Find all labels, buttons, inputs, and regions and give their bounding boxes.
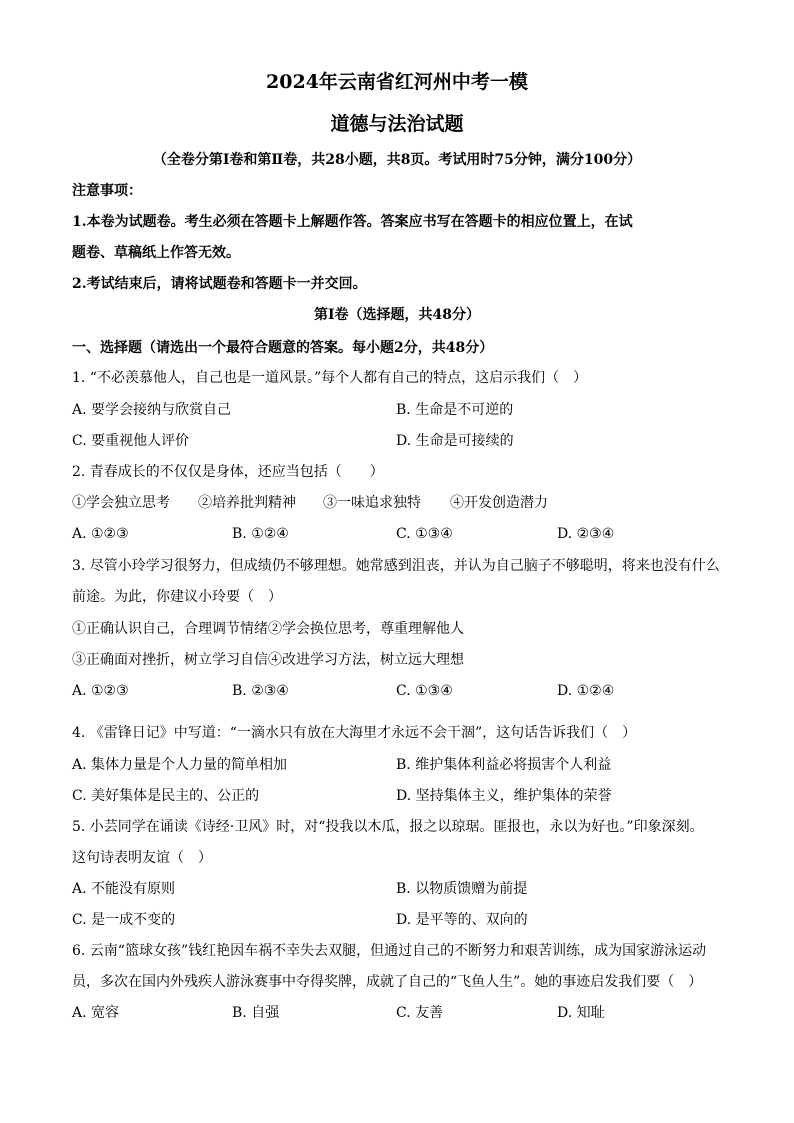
question-4-option-c: C. 美好集体是民主的、公正的 bbox=[72, 788, 260, 804]
question-3-option-c: C. ①③④ bbox=[396, 683, 453, 699]
question-3-option-a: A. ①②③ bbox=[72, 683, 129, 699]
question-4-option-b: B. 维护集体利益必将损害个人利益 bbox=[396, 757, 612, 773]
question-6-option-a: A. 宽容 bbox=[72, 1005, 120, 1021]
question-2-statement-3: ③一味追求独特 bbox=[323, 495, 421, 511]
question-2-stem: 2. 青春成长的不仅仅是身体，还应当包括（ ） bbox=[72, 464, 384, 480]
question-6-option-d: D. 知耻 bbox=[557, 1005, 605, 1021]
question-3-option-d: D. ①②④ bbox=[557, 683, 615, 699]
question-6-option-c: C. 友善 bbox=[396, 1005, 444, 1021]
question-4-option-d: D. 坚持集体主义，维护集体的荣誉 bbox=[396, 788, 612, 804]
question-2-statement-1: ①学会独立思考 bbox=[72, 495, 170, 511]
section-heading: 一、选择题（请选出一个最符合题意的答案。每小题2分，共48分） bbox=[72, 340, 494, 356]
question-1-option-b: B. 生命是不可逆的 bbox=[396, 402, 514, 418]
question-5-option-b: B. 以物质馈赠为前提 bbox=[396, 881, 528, 897]
exam-subtitle: 道德与法治试题 bbox=[330, 113, 464, 135]
part-title: 第Ⅰ卷（选择题，共48分） bbox=[313, 307, 481, 323]
question-2-option-b: B. ①②④ bbox=[232, 526, 289, 542]
question-1-stem: 1. “不必羡慕他人，自己也是一道风景。”每个人都有自己的特点，这启示我们（ ） bbox=[72, 370, 588, 386]
question-2-statement-4: ④开发创造潜力 bbox=[450, 495, 548, 511]
question-4-option-a: A. 集体力量是个人力量的简单相加 bbox=[72, 757, 288, 773]
question-5-option-d: D. 是平等的、双向的 bbox=[396, 912, 528, 928]
question-6-stem: 6. 云南“篮球女孩”钱红艳因车祸不幸失去双腿，但通过自己的不断努力和艰苦训练，成为国家游泳运动 bbox=[72, 943, 707, 959]
question-1-option-c: C. 要重视他人评价 bbox=[72, 433, 190, 449]
question-5-stem-cont: 这句诗表明友谊（ ） bbox=[72, 850, 212, 866]
notes-item-1: 1.本卷为试题卷。考生必须在答题卡上解题作答。答案应书写在答题卡的相应位置上，在试 bbox=[72, 214, 633, 230]
question-1-option-a: A. 要学会接纳与欣赏自己 bbox=[72, 402, 232, 418]
notes-heading: 注意事项： bbox=[72, 183, 142, 199]
question-2-option-c: C. ①③④ bbox=[396, 526, 453, 542]
question-3-stem-cont: 前途。为此，你建议小玲要（ ） bbox=[72, 589, 282, 605]
question-4-stem: 4. 《雷锋日记》中写道：“一滴水只有放在大海里才永远不会干涸”，这句话告诉我们（ ） bbox=[72, 725, 637, 741]
question-3-option-b: B. ②③④ bbox=[232, 683, 289, 699]
question-5-option-c: C. 是一成不变的 bbox=[72, 912, 176, 928]
question-3-statements-2: ③正确面对挫折，树立学习自信④改进学习方法，树立远大理想 bbox=[72, 652, 464, 668]
question-5-option-a: A. 不能没有原则 bbox=[72, 881, 176, 897]
question-5-stem: 5. 小芸同学在诵读《诗经·卫风》时，对“投我以木瓜，报之以琼琚。匪报也，永以为好也。”印象深刻。 bbox=[72, 819, 704, 835]
notes-item-1-cont: 题卷、草稿纸上作答无效。 bbox=[72, 245, 240, 261]
question-6-stem-cont: 员，多次在国内外残疾人游泳赛事中夺得奖牌，成就了自己的“飞鱼人生”。她的事迹启发我们要（ ） bbox=[72, 974, 703, 990]
question-2-statement-2: ②培养批判精神 bbox=[198, 495, 296, 511]
question-1-option-d: D. 生命是可接续的 bbox=[396, 433, 514, 449]
question-2-option-a: A. ①②③ bbox=[72, 526, 129, 542]
question-6-option-b: B. 自强 bbox=[232, 1005, 280, 1021]
question-3-statements-1: ①正确认识自己，合理调节情绪②学会换位思考，尊重理解他人 bbox=[72, 621, 464, 637]
exam-title: 2024年云南省红河州中考一模 bbox=[266, 71, 528, 93]
question-2-option-d: D. ②③④ bbox=[557, 526, 615, 542]
notes-item-2: 2.考试结束后，请将试题卷和答题卡一并交回。 bbox=[72, 276, 367, 292]
exam-info: （全卷分第Ⅰ卷和第Ⅱ卷，共28小题，共8页。考试用时75分钟，满分100分） bbox=[152, 152, 642, 168]
question-3-stem: 3. 尽管小玲学习很努力，但成绩仍不够理想。她常感到沮丧，并认为自己脑子不够聪明，将来也没有什么 bbox=[72, 558, 720, 574]
